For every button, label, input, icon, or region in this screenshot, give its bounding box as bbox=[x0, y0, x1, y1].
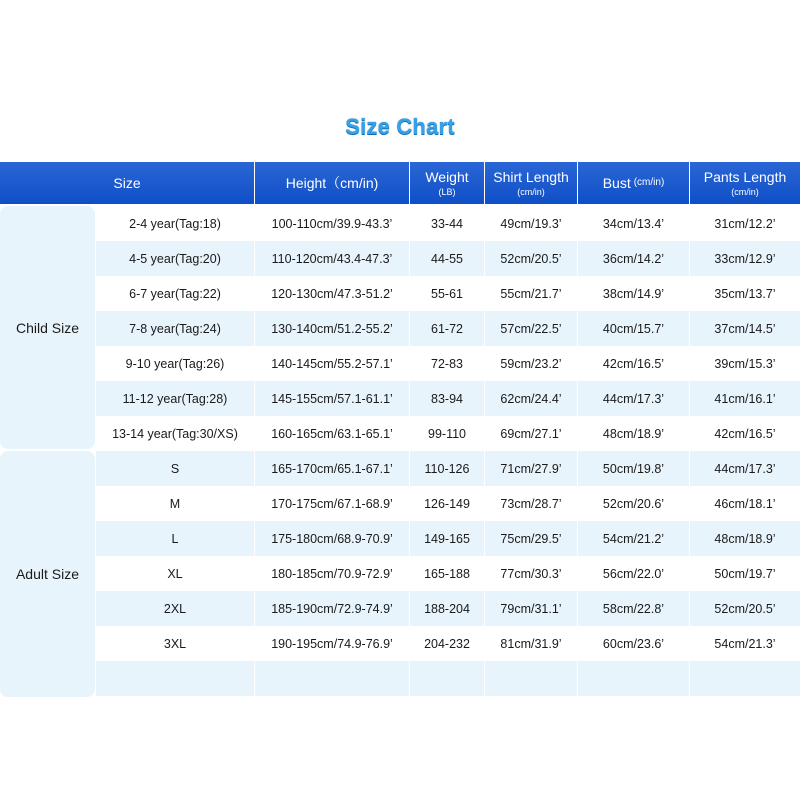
group-adult-size bbox=[0, 451, 95, 697]
header-shirt bbox=[485, 162, 578, 204]
cell-shirt: 62cm/24.4’ bbox=[485, 381, 578, 416]
header-weight-unit: (LB) bbox=[438, 187, 456, 197]
cell-bust: 60cm/23.6’ bbox=[578, 626, 690, 661]
cell-height: 165-170cm/65.1-67.1’ bbox=[255, 451, 410, 486]
cell-height: 140-145cm/55.2-57.1’ bbox=[255, 346, 410, 381]
cell-pants: 37cm/14.5’ bbox=[714, 321, 776, 336]
cell-empty bbox=[690, 661, 800, 696]
cell-bust: 44cm/17.3’ bbox=[578, 381, 690, 416]
cell-weight: 165-188 bbox=[410, 556, 485, 591]
cell-height: 145-155cm/57.1-61.1’ bbox=[255, 381, 410, 416]
cell-pants: 39cm/15.3’ bbox=[714, 356, 776, 371]
cell-weight: 83-94 bbox=[410, 381, 485, 416]
cell-weight: 204-232 bbox=[410, 626, 485, 661]
cell-bust: 42cm/16.5’ bbox=[578, 346, 690, 381]
header-height-label: Height（cm/in) bbox=[285, 175, 379, 191]
cell-weight: 61-72 bbox=[410, 311, 485, 346]
cell-size: L bbox=[96, 521, 255, 556]
cell-height: 160-165cm/63.1-65.1’ bbox=[255, 416, 410, 451]
cell-bust: 34cm/13.4’ bbox=[578, 206, 690, 241]
cell-pants: 46cm/18.1’ bbox=[714, 496, 776, 511]
cell-pants: 31cm/12.2’ bbox=[714, 216, 776, 231]
table-row bbox=[96, 521, 800, 556]
cell-height: 100-110cm/39.9-43.3’ bbox=[255, 206, 410, 241]
cell-bust: 38cm/14.9’ bbox=[578, 276, 690, 311]
table-row bbox=[96, 206, 800, 241]
table-row bbox=[96, 416, 800, 451]
header-size-label: Size bbox=[113, 175, 141, 191]
cell-height: 175-180cm/68.9-70.9’ bbox=[255, 521, 410, 556]
cell-bust: 58cm/22.8’ bbox=[578, 591, 690, 626]
cell-size: 3XL bbox=[96, 626, 255, 661]
cell-size: 11-12 year(Tag:28) bbox=[96, 381, 255, 416]
cell-bust: 52cm/20.6’ bbox=[578, 486, 690, 521]
cell-bust: 48cm/18.9’ bbox=[578, 416, 690, 451]
cell-bust: 36cm/14.2’ bbox=[578, 241, 690, 276]
table-row bbox=[96, 276, 800, 311]
cell-shirt: 81cm/31.9’ bbox=[485, 626, 578, 661]
cell-pants: 35cm/13.7’ bbox=[714, 286, 776, 301]
cell-height: 180-185cm/70.9-72.9’ bbox=[255, 556, 410, 591]
cell-pants: 44cm/17.3’ bbox=[714, 461, 776, 476]
table-row bbox=[96, 381, 800, 416]
header-pants bbox=[690, 162, 800, 204]
cell-size: 9-10 year(Tag:26) bbox=[96, 346, 255, 381]
cell-height: 170-175cm/67.1-68.9’ bbox=[255, 486, 410, 521]
cell-height: 120-130cm/47.3-51.2’ bbox=[255, 276, 410, 311]
table-row bbox=[96, 311, 800, 346]
cell-shirt: 79cm/31.1’ bbox=[485, 591, 578, 626]
cell-height: 190-195cm/74.9-76.9’ bbox=[255, 626, 410, 661]
header-bust-unit: (cm/in) bbox=[633, 177, 665, 188]
cell-shirt: 73cm/28.7’ bbox=[485, 486, 578, 521]
cell-pants: 52cm/20.5’ bbox=[714, 601, 776, 616]
table-header bbox=[0, 162, 800, 204]
group-child-size bbox=[0, 206, 95, 449]
cell-weight: 72-83 bbox=[410, 346, 485, 381]
header-shirt-label: Shirt Length bbox=[493, 169, 569, 185]
cell-weight: 33-44 bbox=[410, 206, 485, 241]
cell-height: 110-120cm/43.4-47.3’ bbox=[255, 241, 410, 276]
table-row bbox=[96, 591, 800, 626]
cell-weight: 44-55 bbox=[410, 241, 485, 276]
cell-bust: 54cm/21.2’ bbox=[578, 521, 690, 556]
cell-empty bbox=[485, 661, 578, 696]
cell-empty bbox=[96, 661, 255, 696]
header-bust-label: Bust bbox=[602, 175, 631, 191]
cell-shirt: 49cm/19.3’ bbox=[485, 206, 578, 241]
cell-shirt: 77cm/30.3’ bbox=[485, 556, 578, 591]
cell-weight: 126-149 bbox=[410, 486, 485, 521]
cell-size: M bbox=[96, 486, 255, 521]
cell-size: 2-4 year(Tag:18) bbox=[96, 206, 255, 241]
table-row-empty bbox=[96, 661, 800, 696]
header-shirt-unit: (cm/in) bbox=[517, 187, 545, 197]
cell-height: 130-140cm/51.2-55.2’ bbox=[255, 311, 410, 346]
header-bust bbox=[578, 162, 690, 204]
cell-size: 13-14 year(Tag:30/XS) bbox=[96, 416, 255, 451]
cell-empty bbox=[255, 661, 410, 696]
table-row bbox=[96, 451, 800, 486]
cell-bust: 56cm/22.0’ bbox=[578, 556, 690, 591]
header-height bbox=[255, 162, 410, 204]
table-row bbox=[96, 626, 800, 661]
cell-shirt: 69cm/27.1’ bbox=[485, 416, 578, 451]
cell-size: XL bbox=[96, 556, 255, 591]
page-title: Size Chart bbox=[345, 114, 455, 139]
cell-weight: 55-61 bbox=[410, 276, 485, 311]
cell-size: 7-8 year(Tag:24) bbox=[96, 311, 255, 346]
cell-pants: 42cm/16.5’ bbox=[714, 426, 776, 441]
table-row bbox=[96, 486, 800, 521]
cell-empty bbox=[410, 661, 485, 696]
header-weight bbox=[410, 162, 485, 204]
cell-pants: 48cm/18.9’ bbox=[714, 531, 776, 546]
table-row bbox=[96, 556, 800, 591]
cell-size: 4-5 year(Tag:20) bbox=[96, 241, 255, 276]
cell-shirt: 71cm/27.9’ bbox=[485, 451, 578, 486]
cell-shirt: 55cm/21.7’ bbox=[485, 276, 578, 311]
cell-shirt: 52cm/20.5’ bbox=[485, 241, 578, 276]
cell-shirt: 75cm/29.5’ bbox=[485, 521, 578, 556]
cell-weight: 188-204 bbox=[410, 591, 485, 626]
cell-bust: 40cm/15.7’ bbox=[578, 311, 690, 346]
cell-pants: 41cm/16.1’ bbox=[714, 391, 776, 406]
cell-weight: 149-165 bbox=[410, 521, 485, 556]
cell-empty bbox=[578, 661, 690, 696]
cell-weight: 99-110 bbox=[410, 416, 485, 451]
table-row bbox=[96, 346, 800, 381]
table-row bbox=[96, 241, 800, 276]
cell-size: 2XL bbox=[96, 591, 255, 626]
group-adult-label: Adult Size bbox=[15, 566, 80, 582]
cell-size: 6-7 year(Tag:22) bbox=[96, 276, 255, 311]
cell-bust: 50cm/19.8’ bbox=[578, 451, 690, 486]
cell-pants: 50cm/19.7’ bbox=[714, 566, 776, 581]
cell-shirt: 59cm/23.2’ bbox=[485, 346, 578, 381]
header-size bbox=[0, 162, 255, 204]
cell-pants: 33cm/12.9’ bbox=[714, 251, 776, 266]
cell-size: S bbox=[96, 451, 255, 486]
group-child-label: Child Size bbox=[15, 319, 80, 336]
cell-shirt: 57cm/22.5’ bbox=[485, 311, 578, 346]
header-pants-label: Pants Length bbox=[703, 169, 787, 185]
header-pants-unit: (cm/in) bbox=[731, 187, 759, 197]
header-weight-label: Weight bbox=[425, 169, 469, 185]
cell-weight: 110-126 bbox=[410, 451, 485, 486]
cell-pants: 54cm/21.3’ bbox=[714, 636, 776, 651]
cell-height: 185-190cm/72.9-74.9’ bbox=[255, 591, 410, 626]
